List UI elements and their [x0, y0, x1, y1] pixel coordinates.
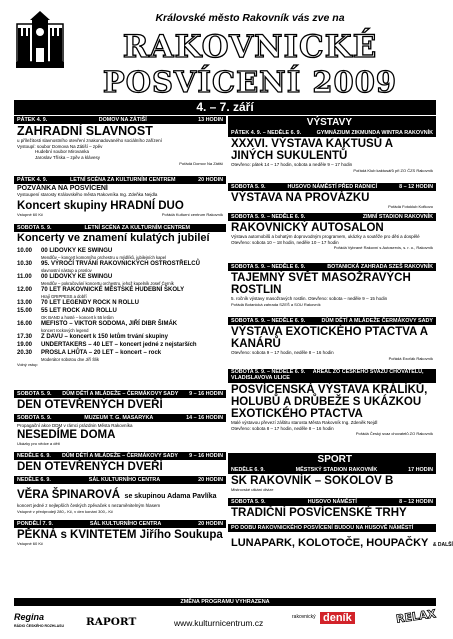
event-entry: Vstupné 60 Kč	[17, 541, 44, 547]
sport-heading: SPORT	[228, 453, 436, 466]
event-desc: Otevřeno: sobota 8 – 17 hodin, neděle 8 – 16 hodin	[231, 425, 334, 431]
bar-venue: LETNÍ SCÉNA ZA KULTURNÍM CENTREM	[84, 225, 190, 231]
event-desc: 5. ročník výstavy masožravých rostlin. Otevřeno: sobota – neděle 9 – 15 hodin	[231, 296, 388, 302]
schedule-time: 17.30	[17, 333, 33, 340]
page-header	[0, 0, 450, 114]
event-bar	[228, 317, 436, 325]
bar-venue: DŮM DĚTÍ A MLÁDEŽE – ČERMÁKOVY SADY	[61, 453, 178, 459]
event-bar	[228, 369, 436, 383]
bar-venue: DŮM DĚTÍ A MLÁDEŽE ČERMÁKOVY SADY	[321, 318, 433, 324]
event-bar	[14, 176, 226, 184]
event-title: VÝSTAVA NA PROVÁZKU	[231, 192, 370, 204]
event-organizer: Pořádá Klub kaktusářů při ZO ČZS Rakovník	[353, 167, 433, 173]
bar-venue: HUSOVO NÁMĚSTÍ	[307, 499, 357, 505]
bar-venue: LETNÍ SCÉNA ZA KULTURNÍM CENTREM	[69, 177, 176, 183]
exhibit-autosalon	[228, 221, 436, 263]
bar-time: 20 HODIN	[198, 521, 223, 527]
event-jubilee-concerts	[14, 232, 226, 390]
bar-date: SOBOTA 5. 9. – NEDĚLE 6. 9.	[231, 369, 306, 375]
event-line: Jaroslav Tříska – zpěv a klávesy	[35, 154, 100, 160]
event-bar	[228, 498, 436, 506]
invitation-tagline: Královské město Rakovník vás zve na	[155, 12, 345, 24]
bar-date: NEDĚLE 6. 9.	[231, 467, 265, 473]
event-bar	[228, 129, 436, 137]
event-bar	[228, 213, 436, 221]
bar-venue: MUZEUM T. G. MASARYKA	[84, 415, 154, 421]
schedule-time: 11.00	[17, 273, 32, 280]
relax-logo: RELAX	[395, 607, 437, 626]
bar-venue: SÁL KULTURNÍHO CENTRA	[89, 521, 162, 527]
schedule-event	[41, 341, 223, 349]
schedule-event-title: 70 LET RAKOVNICKÉ MĚSTSKÉ HUDEBNÍ ŠKOLY	[41, 286, 185, 293]
schedule-event	[41, 286, 223, 299]
event-desc: koncert jedné z nejlepších českých zpěvaček s nezaměnitelným hlasem	[17, 503, 161, 508]
bar-date: PONDĚLÍ 7. 9.	[17, 521, 53, 527]
schedule-event-title: 00 LIDOVKY KE SWINGU	[41, 273, 113, 280]
event-organizer: Pořádá Český svaz chovatelů ZO Rakovník	[355, 431, 433, 437]
event-title-suffix: & DALŠÍ	[432, 542, 453, 548]
schedule-event-sub: Mendlův – koncert komorního orchestru u mýdlíků, jubilejních kapel	[41, 254, 166, 260]
schedule-time: 10.00	[17, 247, 33, 254]
schedule-event	[41, 320, 223, 333]
event-bar	[228, 263, 436, 271]
schedule-event	[41, 273, 223, 286]
bar-note: PO DOBU RAKOVNICKÉHO POSVÍCENÍ BUDOU NA HUSOVĚ NÁMĚSTÍ	[231, 525, 414, 531]
exhibit-carnivorous-plants	[228, 271, 436, 317]
event-desc: Otevřeno: sobota 9 – 17 hodin, neděle 8 – 16 hodin	[231, 350, 334, 356]
bar-date: PÁTEK 4. 9.	[17, 177, 48, 183]
schedule-time: 12.00	[17, 286, 33, 293]
schedule-event-title: PROSLA LHŮTA – 20 LET – koncert – rock	[41, 349, 162, 356]
schedule-event-title: 55 LET ROCK AND ROLLU	[41, 307, 117, 314]
event-organizer: Pořádá Exoťák Rakovník	[388, 355, 433, 361]
bar-time: 17 HODIN	[408, 467, 433, 473]
bar-time: 20 HODIN	[198, 177, 223, 183]
exhibit-exotic-birds	[228, 325, 436, 369]
bar-venue: AREÁL ZO ČESKÉHO SVAZU CHOVATELŮ, VLADISLAVOVA ULICE	[231, 369, 424, 381]
bar-date: SOBOTA 5. 9.	[17, 415, 52, 421]
schedule-event-title: Z DAVU – koncert k 150 letům trvání skupiny	[41, 333, 168, 340]
bar-time: 20 HODIN	[198, 477, 223, 483]
event-title: XXXVI. VÝSTAVA KAKTUSŮ A JINÝCH SUKULENTŮ	[231, 138, 393, 163]
schedule-event	[41, 260, 223, 273]
bar-venue: MĚSTSKÝ STADION RAKOVNÍK	[295, 467, 378, 473]
event-nesedime-doma	[14, 422, 226, 452]
schedule-event-title: MEFISTO – VIKTOR SODOMA, JIŘÍ DIBR ŠIMÁK	[41, 320, 178, 327]
schedule-event	[41, 307, 223, 320]
exhibitions-heading: VÝSTAVY	[228, 116, 436, 129]
schedule-event	[41, 247, 223, 255]
event-open-doors-sat	[14, 398, 226, 414]
bar-venue: DŮM DĚTÍ A MLÁDEŽE – ČERMÁKOVY SADY	[62, 391, 179, 397]
bar-date: SOBOTA 5. 9. – NEDĚLE 6. 9.	[231, 214, 306, 220]
event-line: Hudební soubor Mirovanka	[35, 149, 90, 155]
event-title: TAJEMNÝ SVĚT MASOŽRAVÝCH ROSTLIN	[231, 272, 411, 297]
event-pekna	[14, 528, 226, 552]
bar-date: PÁTEK 4. 9.	[17, 117, 48, 123]
event-title: VĚRA ŠPINAROVÁ	[17, 489, 121, 501]
schedule-event-sub: slavnostní nástup a proslov	[41, 267, 92, 273]
event-title: NESEDÍME DOMA	[17, 428, 116, 441]
schedule-time: 15.00	[17, 307, 33, 314]
bar-venue: BOTANICKÁ ZAHRADA SZEŠ RAKOVNÍK	[327, 264, 433, 270]
event-desc: Vystoupení starosty Královského města Rakovníka Ing. Zdeňka Nejdla	[17, 192, 158, 198]
bar-date: SOBOTA 5. 9. – NEDĚLE 6. 9.	[231, 318, 306, 324]
bar-time: 8 – 12 HODIN	[399, 184, 433, 190]
event-title: Koncert skupiny HRADNÍ DUO	[17, 199, 184, 212]
schedule-time: 13.00	[17, 299, 33, 306]
event-title: SK RAKOVNÍK – SOKOLOV B	[231, 475, 394, 487]
date-band: 4. – 7. září	[14, 100, 436, 115]
event-desc: Výstava automobilů a bohatým doprovodným programem, ukázky a soutěže pro děti a dospělé	[231, 234, 420, 240]
schedule-time: 16.00	[17, 320, 33, 327]
event-zahradni-slavnost	[14, 124, 226, 176]
bar-date: PÁTEK 4. 9. – NEDĚLE 6. 9.	[231, 130, 302, 136]
schedule-event-sub: koncert rockových legend	[41, 327, 89, 333]
event-title: PĚKNÁ s KVINTETEM Jiřího Soukupa	[17, 529, 223, 541]
schedule-event	[41, 349, 223, 362]
event-organizer: Pořádá Fotoklub Kofkovo	[388, 204, 433, 210]
event-bar	[228, 524, 436, 532]
bar-time: 13 HODIN	[198, 117, 223, 123]
event-entry: Vstupné v předprodeji 280,- Kč, v den konání 300,- Kč	[17, 508, 114, 514]
schedule-time: 20.30	[17, 349, 33, 356]
schedule-time: 19.00	[17, 341, 33, 348]
event-bar	[14, 452, 226, 460]
event-note: Ukázky pro vědce a děti	[17, 440, 60, 446]
rakovnik-coat-of-arms-icon	[14, 10, 66, 70]
sponsor-footer	[0, 606, 450, 639]
event-hradni-duo	[14, 184, 226, 224]
bar-date: SOBOTA 5. 9.	[231, 184, 266, 190]
bar-venue: HUSOVO NÁMĚSTÍ PŘED RADNICÍ	[287, 184, 378, 190]
event-desc: Mistrovské utkání divize	[231, 487, 274, 493]
event-desc: u příležitosti slavnostního otevření znakonadovaného sociálního zařízení	[17, 138, 162, 144]
event-bar	[14, 520, 226, 528]
bar-date: SOBOTA 5. 9.	[231, 499, 266, 505]
regina-logo: Regina	[14, 612, 45, 622]
sport-football-match	[228, 474, 436, 498]
bar-time: 14 – 16 HODIN	[186, 415, 223, 421]
regina-sub: RÁDIO ČESKÉHO ROZHLASU	[14, 624, 64, 628]
event-title: POSVÍCENSKÁ VÝSTAVA KRÁLÍKŮ, HOLUBŮ A DRŮBEŽE S UKÁZKOU EXOTICKÉHO PTACTVA	[231, 384, 428, 421]
bar-date: SOBOTA 5. 9. – NEDĚLE 6. 9.	[231, 264, 306, 270]
event-desc: Otevřeno: pátek 14 – 17 hodin, sobota a neděle 9 – 17 hodin	[231, 162, 353, 168]
schedule-event-title: 00 LIDOVKY KE SWINGU	[41, 247, 113, 254]
event-desc: Malé výstavou převezí záštitu starosta Města Rakovník Ing. Zdeněk Nejdl	[231, 420, 378, 426]
event-bar	[14, 116, 226, 124]
schedule-event-title: UNDERTAKERS – 40 LET – koncert jedné z nejstarších	[41, 341, 197, 348]
event-line: Vystoupí: soubor Domova Na Zátiší – zpěv	[17, 143, 103, 149]
schedule-event	[41, 333, 223, 341]
event-market	[228, 506, 436, 524]
schedule-event	[41, 299, 223, 307]
raport-logo: RAPORT	[86, 616, 137, 628]
bar-date: SOBOTA 5. 9.	[17, 391, 52, 397]
event-spinarova	[14, 484, 226, 520]
event-title: VÝSTAVA EXOTICKÉHO PTACTVA A KANÁRŮ	[231, 326, 428, 351]
schedule-event-sub: Mendlův – pokračování koncertu orchestru, jehož kapelník Josef Černík	[41, 280, 174, 286]
bar-venue: DOMOV NA ZÁTIŠÍ	[98, 117, 147, 123]
event-title: Koncerty ve znamení kulatých jubileí	[17, 232, 210, 244]
event-entry: Vstupné 60 Kč	[17, 212, 44, 217]
event-organizer: Pořádá Kulturní centrum Rakovník	[161, 212, 223, 217]
bar-date: SOBOTA 5. 9.	[17, 225, 52, 231]
exhibit-cacti	[228, 137, 436, 183]
event-bar	[14, 390, 226, 398]
denik-logo-prefix: rakovnický	[292, 614, 316, 620]
exhibit-provazek	[228, 191, 436, 213]
bar-date: NEDĚLE 6. 9.	[17, 453, 51, 459]
event-bar	[14, 476, 226, 484]
bar-venue: GYMNÁZIUM ZIKMUNDA WINTRA RAKOVNÍK	[316, 130, 433, 136]
left-column	[14, 116, 226, 552]
bar-time: 8 – 12 HODIN	[399, 499, 433, 505]
event-organizer: Pořádá Botanická zahrada SZEŠ a SOU Rakovník	[231, 301, 321, 307]
bar-date: NEDĚLE 6. 9.	[17, 477, 51, 483]
schedule-event-title: 95. VÝROČÍ TRVÁNÍ RAKOVNICKÝCH OSTROSTŘELCŮ	[41, 260, 200, 267]
schedule-event-sub: Hrají GRIPPESS a dobří	[41, 293, 87, 299]
event-title: RAKOVNICKÝ AUTOSALON	[231, 222, 384, 234]
event-bar	[228, 183, 436, 191]
schedule-event-title: 70 LET LEGENDY ROCK N ROLLU	[41, 299, 139, 306]
event-organizer: Pořádá Domov Na Zátiší	[179, 160, 223, 166]
event-subtitle: POZVÁNKA NA POSVÍCENÍ	[17, 185, 108, 192]
event-bar	[14, 414, 226, 422]
event-bar	[14, 224, 226, 232]
event-title: DEN OTEVŘENÝCH DVEŘÍ	[17, 461, 163, 473]
event-title: LUNAPARK, KOLOTOČE, HOUPAČKY	[231, 537, 429, 549]
bar-venue: ZIMNÍ STADION RAKOVNÍK	[362, 214, 433, 220]
event-desc: Otevřeno: sobota 10 – 18 hodin, neděle 10 – 17 hodin	[231, 239, 339, 245]
denik-logo: deník	[320, 612, 355, 624]
right-column	[228, 116, 453, 550]
event-entry: Volný vstup	[17, 361, 38, 367]
event-lunapark	[228, 532, 453, 550]
event-desc: Propagační akce DDM v rámci prázdnin Města Rakovníka	[17, 423, 133, 428]
exhibit-rabbits-pigeons	[228, 383, 436, 453]
event-title-suffix: se skupinou Adama Pavlíka	[124, 493, 217, 500]
event-title: TRADIČNÍ POSVÍCENSKÉ TRHY	[231, 507, 407, 519]
event-open-doors-sun	[14, 460, 226, 476]
program-change-notice: ZMĚNA PROGRAMU VYHRAZENA	[14, 598, 436, 606]
title-line-2: POSVÍCENÍ 2009	[102, 65, 398, 99]
schedule-event-sub: OK BAND a hosté – koncert k 55 letům	[41, 314, 114, 320]
schedule-event-sub: Moderátor sobotou dne Jiří Šlik	[41, 356, 99, 362]
schedule-time: 10.30	[17, 260, 33, 267]
bar-time: 9 – 16 HODIN	[189, 453, 223, 459]
event-organizer: Pořádá Vybrané Rakovní s Autoservis, s. r. o., Rakovník	[333, 245, 433, 251]
event-title: DEN OTEVŘENÝCH DVEŘÍ	[17, 399, 163, 411]
bar-time: 9 – 16 HODIN	[189, 391, 223, 397]
concert-schedule	[17, 247, 223, 362]
bar-venue: SÁL KULTURNÍHO CENTRA	[88, 477, 161, 483]
event-title: ZAHRADNÍ SLAVNOST	[17, 124, 153, 138]
website-url[interactable]: www.kulturnicentrum.cz	[174, 618, 264, 628]
event-bar	[228, 466, 436, 474]
title-line-1: RAKOVNICKÉ	[122, 29, 378, 65]
